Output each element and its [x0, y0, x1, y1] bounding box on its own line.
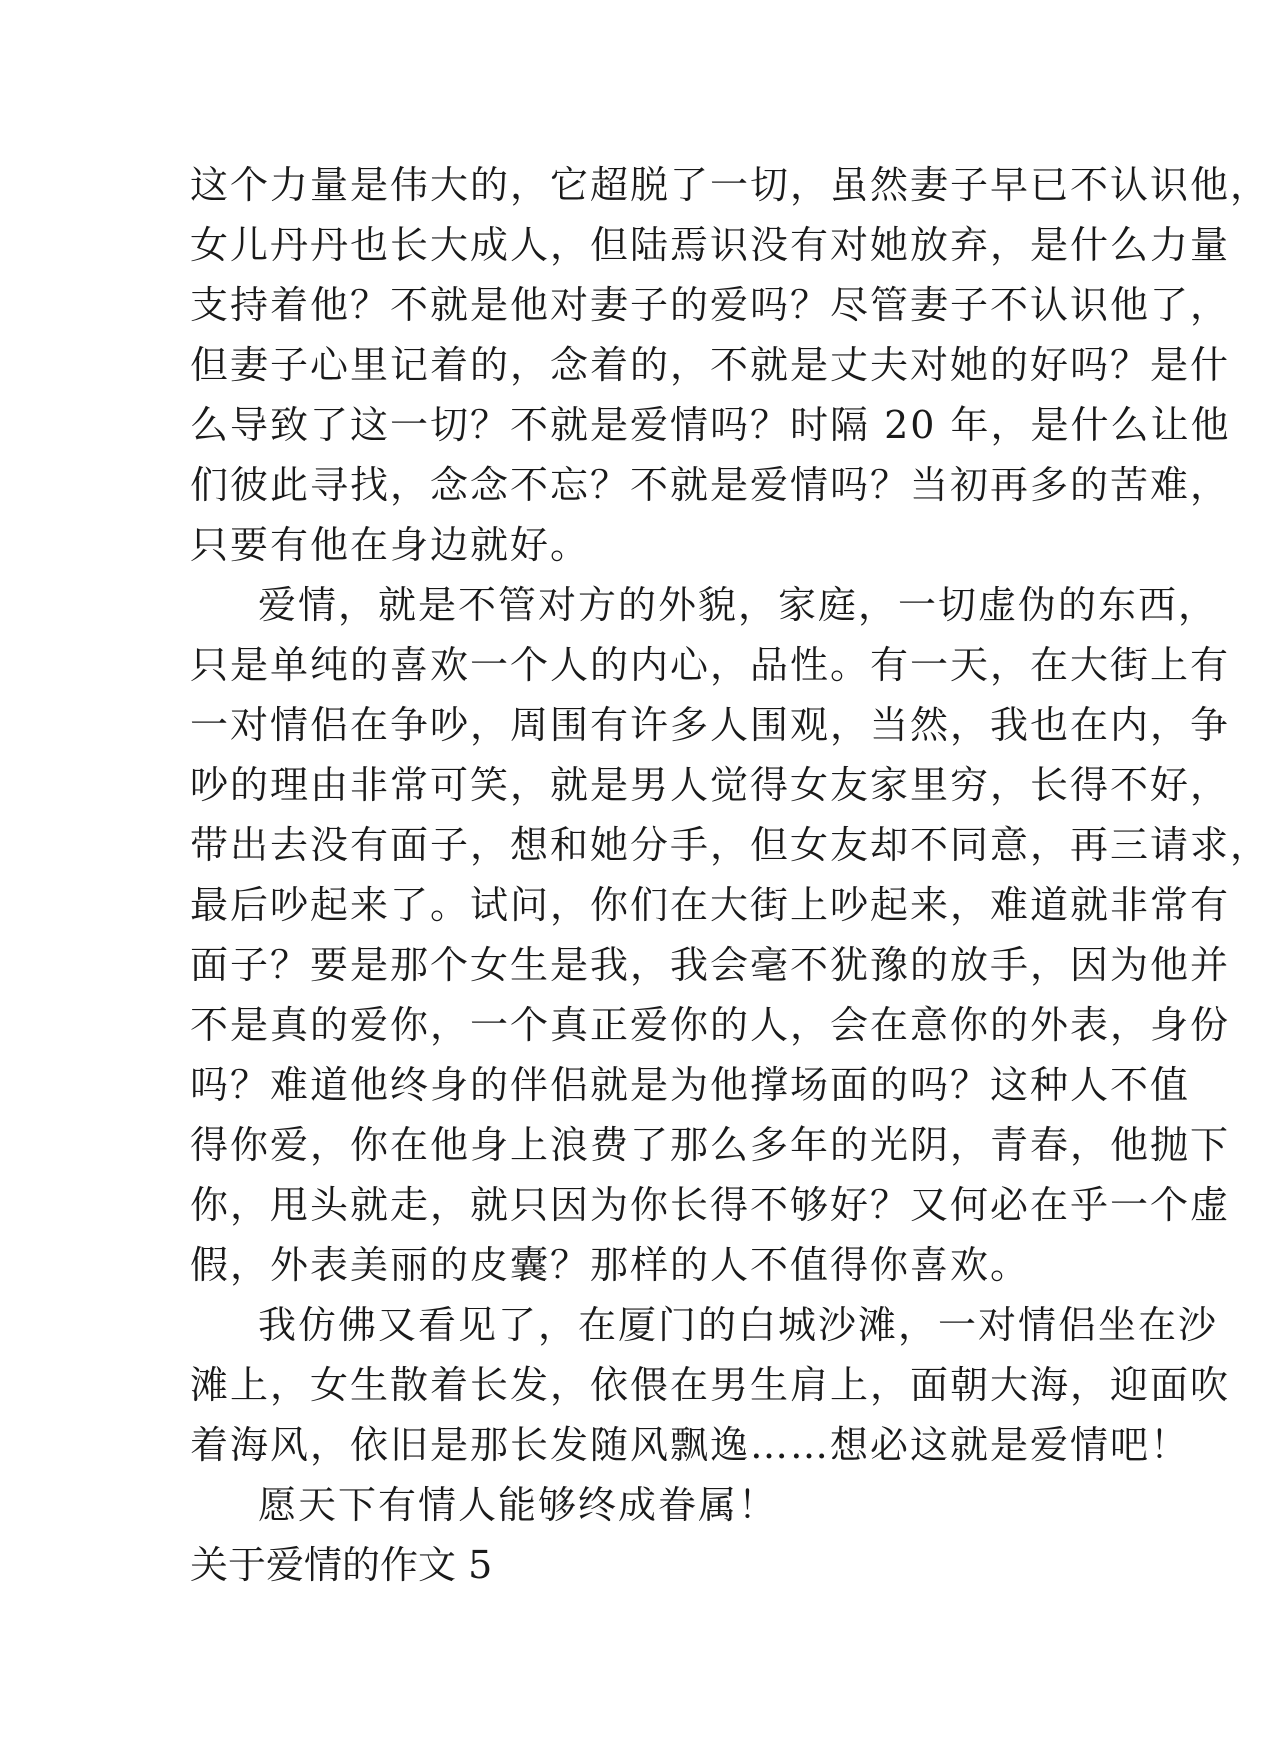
section-heading: 关于爱情的作文 5 — [190, 1543, 493, 1587]
text-line: 带出去没有面子，想和她分手，但女友却不同意，再三请求， — [190, 823, 1270, 867]
text-line: 得你爱，你在他身上浪费了那么多年的光阴，青春，他抛下 — [190, 1123, 1231, 1167]
text-line: 爱情，就是不管对方的外貌，家庭，一切虚伪的东西， — [258, 583, 1219, 627]
text-line: 只要有他在身边就好。 — [190, 523, 591, 567]
text-line: 这个力量是伟大的，它超脱了一切，虽然妻子早已不认识他， — [190, 163, 1270, 207]
text-line: 面子？要是那个女生是我，我会毫不犹豫的放手，因为他并 — [190, 943, 1231, 987]
text-line: 愿天下有情人能够终成眷属！ — [258, 1483, 779, 1527]
text-line: 只是单纯的喜欢一个人的内心，品性。有一天，在大街上有 — [190, 643, 1231, 687]
text-line: 我仿佛又看见了，在厦门的白城沙滩，一对情侣坐在沙 — [258, 1303, 1219, 1347]
text-line: 不是真的爱你，一个真正爱你的人，会在意你的外表，身份 — [190, 1003, 1231, 1047]
text-line: 最后吵起来了。试问，你们在大街上吵起来，难道就非常有 — [190, 883, 1231, 927]
text-line: 女儿丹丹也长大成人，但陆焉识没有对她放弃，是什么力量 — [190, 223, 1231, 267]
text-line: 但妻子心里记着的，念着的，不就是丈夫对她的好吗？是什 — [190, 343, 1231, 387]
text-line: 滩上，女生散着长发，依偎在男生肩上，面朝大海，迎面吹 — [190, 1363, 1231, 1407]
text-line: 么导致了这一切？不就是爱情吗？时隔 20 年，是什么让他 — [190, 403, 1231, 447]
text-line: 假，外表美丽的皮囊？那样的人不值得你喜欢。 — [190, 1243, 1031, 1287]
text-line: 吵的理由非常可笑，就是男人觉得女友家里穷，长得不好， — [190, 763, 1231, 807]
text-line: 支持着他？不就是他对妻子的爱吗？尽管妻子不认识他了， — [190, 283, 1231, 327]
text-line: 们彼此寻找，念念不忘？不就是爱情吗？当初再多的苦难， — [190, 463, 1231, 507]
text-line: 你，甩头就走，就只因为你长得不够好？又何必在乎一个虚 — [190, 1183, 1231, 1227]
text-line: 一对情侣在争吵，周围有许多人围观，当然，我也在内，争 — [190, 703, 1231, 747]
text-line: 吗？难道他终身的伴侣就是为他撑场面的吗？这种人不值 — [190, 1063, 1191, 1107]
text-line: 着海风，依旧是那长发随风飘逸……想必这就是爱情吧！ — [190, 1423, 1191, 1467]
